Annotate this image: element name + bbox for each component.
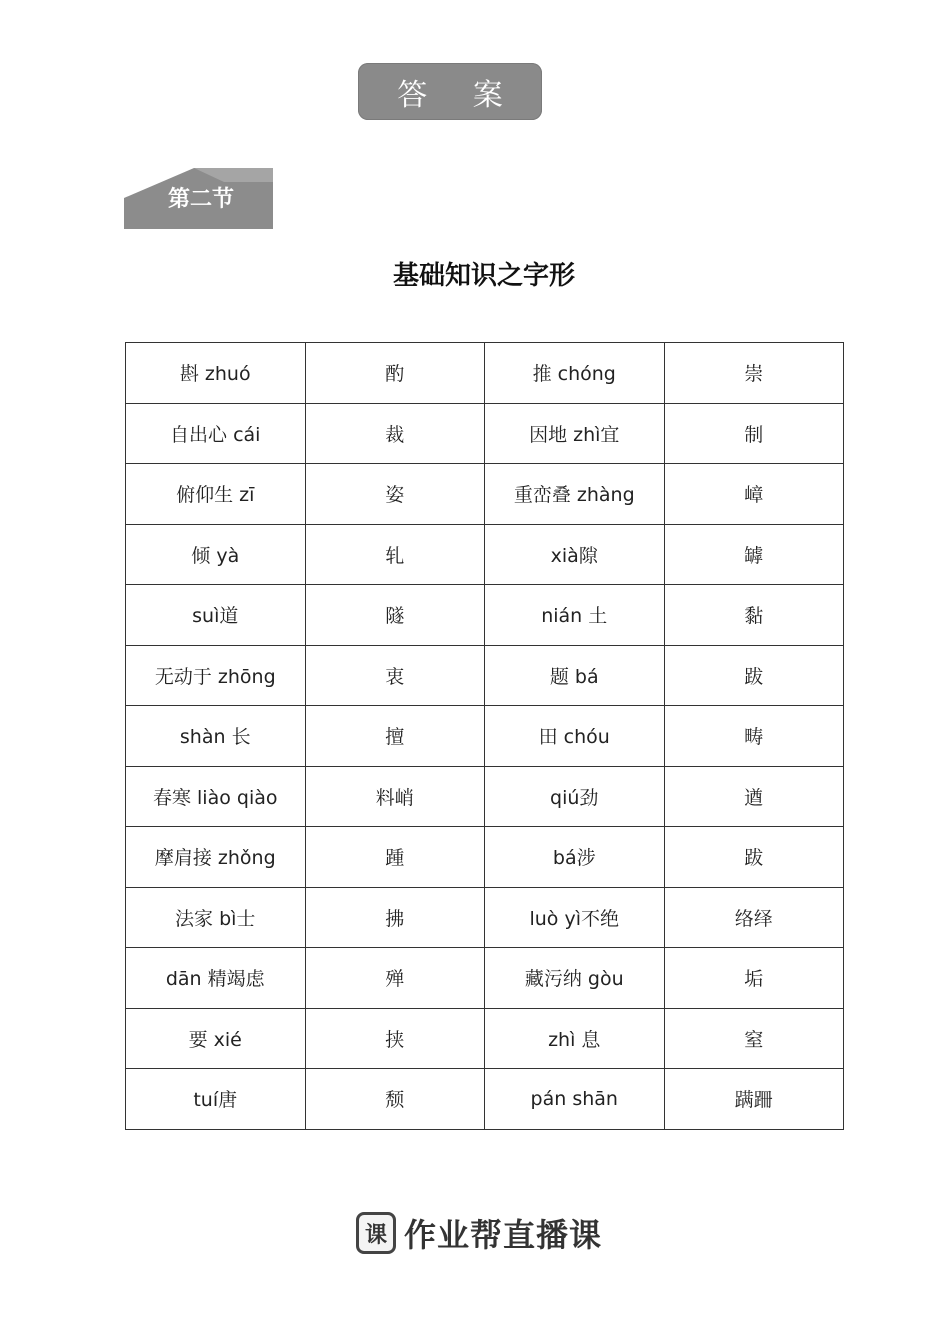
answer-banner [358,63,542,120]
section-tab [124,168,273,229]
table-cell: 殚 [305,948,485,1009]
table-cell: nián 土 [485,585,665,646]
table-row [126,585,844,646]
table-cell: suì道 [126,585,306,646]
table-cell: 自出心 cái [126,403,306,464]
table-cell: 要 xié [126,1008,306,1069]
table-cell: tuí唐 [126,1069,306,1130]
table-cell: 跋 [664,827,844,888]
table-cell: 黏 [664,585,844,646]
table-row [126,766,844,827]
table-cell: 衷 [305,645,485,706]
table-cell: bá涉 [485,827,665,888]
table-cell: 姿 [305,464,485,525]
table-cell: 轧 [305,524,485,585]
page-title: 基础知识之字形 [392,261,575,291]
table-cell: 跋 [664,645,844,706]
answer-banner-title: 答 案 [397,77,521,113]
table-cell: 因地 zhì宜 [485,403,665,464]
table-cell: 崇 [664,343,844,404]
table-cell: 畴 [664,706,844,767]
table-cell: 俯仰生 zī [126,464,306,525]
table-cell: 田 chóu [485,706,665,767]
footer-logo [356,1209,602,1257]
table-cell: 法家 bì士 [126,887,306,948]
table-cell: 题 bá [485,645,665,706]
table-row [126,524,844,585]
table-cell: 无动于 zhōng [126,645,306,706]
table-cell: qiú劲 [485,766,665,827]
table-row [126,1069,844,1130]
table-cell: 制 [664,403,844,464]
table-cell: luò yì不绝 [485,887,665,948]
table-cell: 春寒 liào qiào [126,766,306,827]
table-cell: 倾 yà [126,524,306,585]
table-cell: 重峦叠 zhàng [485,464,665,525]
table-cell: 斟 zhuó [126,343,306,404]
table-cell: dān 精竭虑 [126,948,306,1009]
table-cell: pán shān [485,1069,665,1130]
table-cell: 络绎 [664,887,844,948]
table-row [126,706,844,767]
table-cell: 蹒跚 [664,1069,844,1130]
table-cell: 隧 [305,585,485,646]
table-row [126,403,844,464]
table-cell: 擅 [305,706,485,767]
table-cell: 酌 [305,343,485,404]
table-cell: 遒 [664,766,844,827]
table-row [126,948,844,1009]
table-cell: 嶂 [664,464,844,525]
section-tab-label: 第二节 [168,187,235,212]
table-cell: zhì 息 [485,1008,665,1069]
table-row [126,645,844,706]
table-cell: 推 chóng [485,343,665,404]
table-cell: shàn 长 [126,706,306,767]
brand-name: 作业帮直播课 [404,1216,603,1254]
table-row [126,827,844,888]
answer-table [125,342,844,1130]
table-cell: 踵 [305,827,485,888]
table-cell: 窒 [664,1008,844,1069]
table-cell: 罅 [664,524,844,585]
table-row [126,464,844,525]
table-cell: 拂 [305,887,485,948]
table-cell: 挟 [305,1008,485,1069]
table-cell: xià隙 [485,524,665,585]
table-cell: 藏污纳 gòu [485,948,665,1009]
table-cell: 料峭 [305,766,485,827]
table-cell: 颓 [305,1069,485,1130]
answer-table-body [126,343,844,1130]
brand-logo-icon: 课 [356,1212,396,1254]
table-row [126,343,844,404]
table-cell: 摩肩接 zhǒng [126,827,306,888]
table-row [126,887,844,948]
table-cell: 裁 [305,403,485,464]
table-row [126,1008,844,1069]
table-cell: 垢 [664,948,844,1009]
